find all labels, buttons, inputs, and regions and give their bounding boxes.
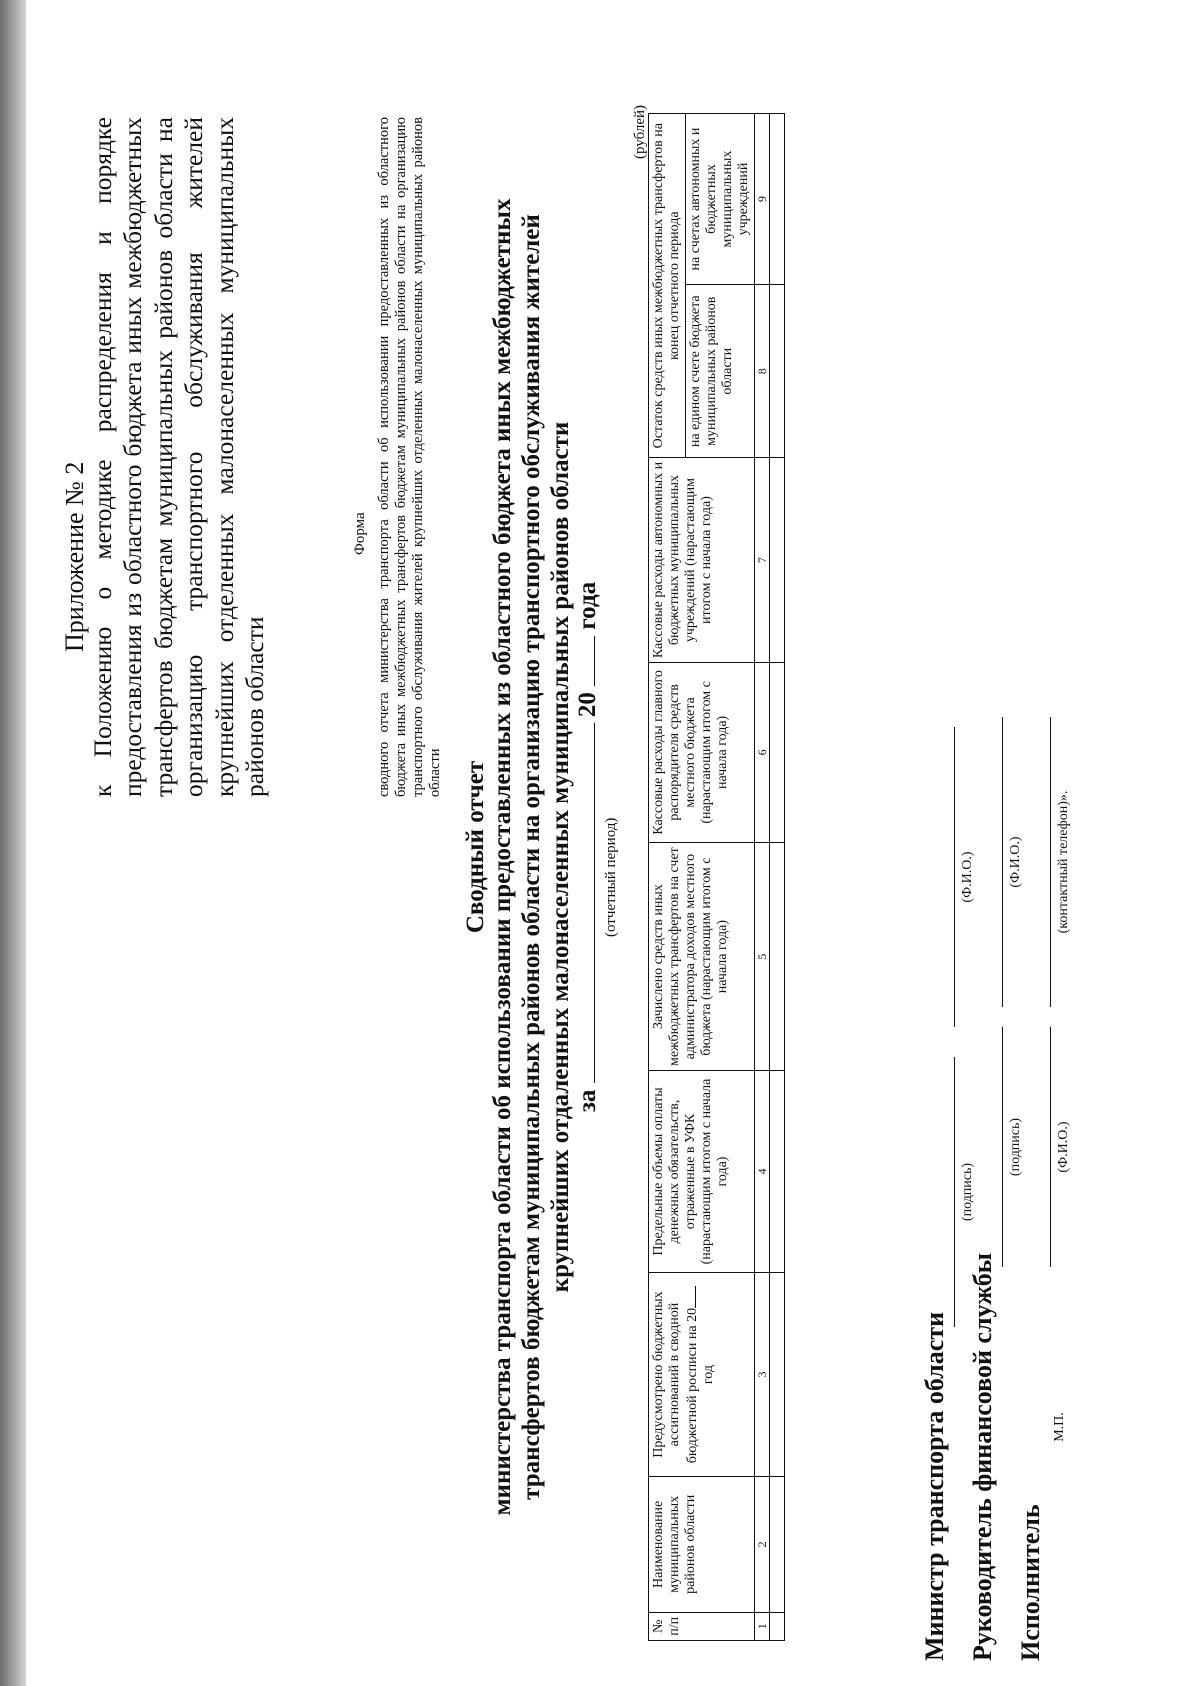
column-number: 9 [755,114,770,285]
column-number: 2 [755,1477,770,1612]
header-institution-expenses: Кассовые расходы автономных и бюджетных муниципальных учреждений (нарастающим итогом с начала года) [649,458,755,662]
period-caption: (отчетный период) [603,817,619,937]
period-blank-line [574,723,595,1083]
fio-line [1002,717,1003,1007]
header-number: № п/п [649,1612,755,1640]
column-number: 7 [755,458,770,662]
header-credited-funds: Зачислено средств иных межбюджетных трансфертов на счет администратора доходов местного бюджета (нарастающим итогом с начала года) [649,843,755,1071]
column-number: 5 [755,843,770,1071]
rotated-document-page [60,27,1200,1667]
report-subtitle: министерства транспорта области об использовании предоставленных из областного бюджета иных межбюджетных трансфертов бюджетам муниципальных районов области на организацию транспортного обслуживания жителей крупнейших отдаленных малонаселенных муниципальных районов области [489,198,574,1516]
header-payment-limits: Предельные объемы оплаты денежных обязательств, отраженные в УФК (нарастающим итогом с начала года) [649,1071,755,1273]
period-prefix: за [574,1089,601,1113]
signature-caption: (подпись) [960,1162,975,1222]
appendix-title: Приложение № 2 [60,461,89,652]
fio-line [954,727,955,1027]
scan-edge-shadow [0,0,26,1686]
table-empty-row [770,114,785,1641]
table-header-row [649,114,686,1641]
signature-line [1002,1027,1003,1267]
report-title: Сводный отчет [462,760,489,934]
phone-line [1050,717,1051,1007]
form-description: сводного отчета министерства транспорта области об использовании предоставленных из областного бюджета иных межбюджетных трансфертов бюджетам муниципальных районов области на организацию транспортного обслуживания жителей крупнейших отделенных малонаселенных муниципальных районов области [376,117,443,797]
header-district-name: Наименование муниципальных районов области [649,1477,755,1612]
column-number: 4 [755,1071,770,1273]
signature-minister-label: Министр транспорта области [920,1311,949,1661]
column-number: 1 [755,1612,770,1640]
fio-line [1050,1027,1051,1267]
column-number: 8 [755,285,770,458]
header-remaining-funds-group: Остаток средств иных межбюджетных трансфертов на конец отчетного периода [649,114,686,458]
header-single-account: на едином счете бюджета муниципальных районов области [686,285,755,458]
fio-caption: (Ф.И.О.) [1008,836,1023,888]
header-planned-year: год [701,1364,716,1385]
period-year: 20 [574,692,601,718]
column-number: 3 [755,1272,770,1476]
header-planned-allocations [649,1272,755,1476]
signature-executor-label: Исполнитель [1016,1504,1045,1661]
column-number: 6 [755,662,770,842]
period-year-blank [574,636,595,686]
header-year-blank [683,1286,696,1308]
report-period [574,27,602,1667]
report-table [648,113,785,1641]
seal-label: М.П. [1052,1412,1067,1442]
signature-finance-head-label: Руководитель финансовой службы [968,1252,997,1661]
fio-caption: (Ф.И.О.) [1056,1121,1071,1173]
fio-caption: (Ф.И.О.) [960,851,975,903]
header-planned-text: Предусмотрено бюджетных ассигнований в сводной бюджетной росписи на 20 [651,1291,700,1464]
header-main-manager-expenses: Кассовые расходы главного распорядителя средств местного бюджета (нарастающим итогом с начала года) [649,662,755,842]
signature-caption: (подпись) [1008,1117,1023,1177]
appendix-text: к Положению о методике распределения и порядке предоставления из областного бюджета иных межбюджетных трансфертов бюджетам муниципальных районов области на организацию транспортного обслуживания жителей крупнейших отделенных малонаселенных муниципальных районов области [88,117,270,797]
phone-caption: (контактный телефон)». [1056,790,1071,934]
signature-line [954,1057,955,1327]
period-suffix: года [574,581,601,630]
header-institution-accounts: на счетах автономных и бюджетных муниципальных учреждений [686,114,755,285]
form-label: Форма [352,512,368,555]
table-column-numbers-row [755,114,770,1641]
currency-unit: (рублей) [632,104,648,159]
